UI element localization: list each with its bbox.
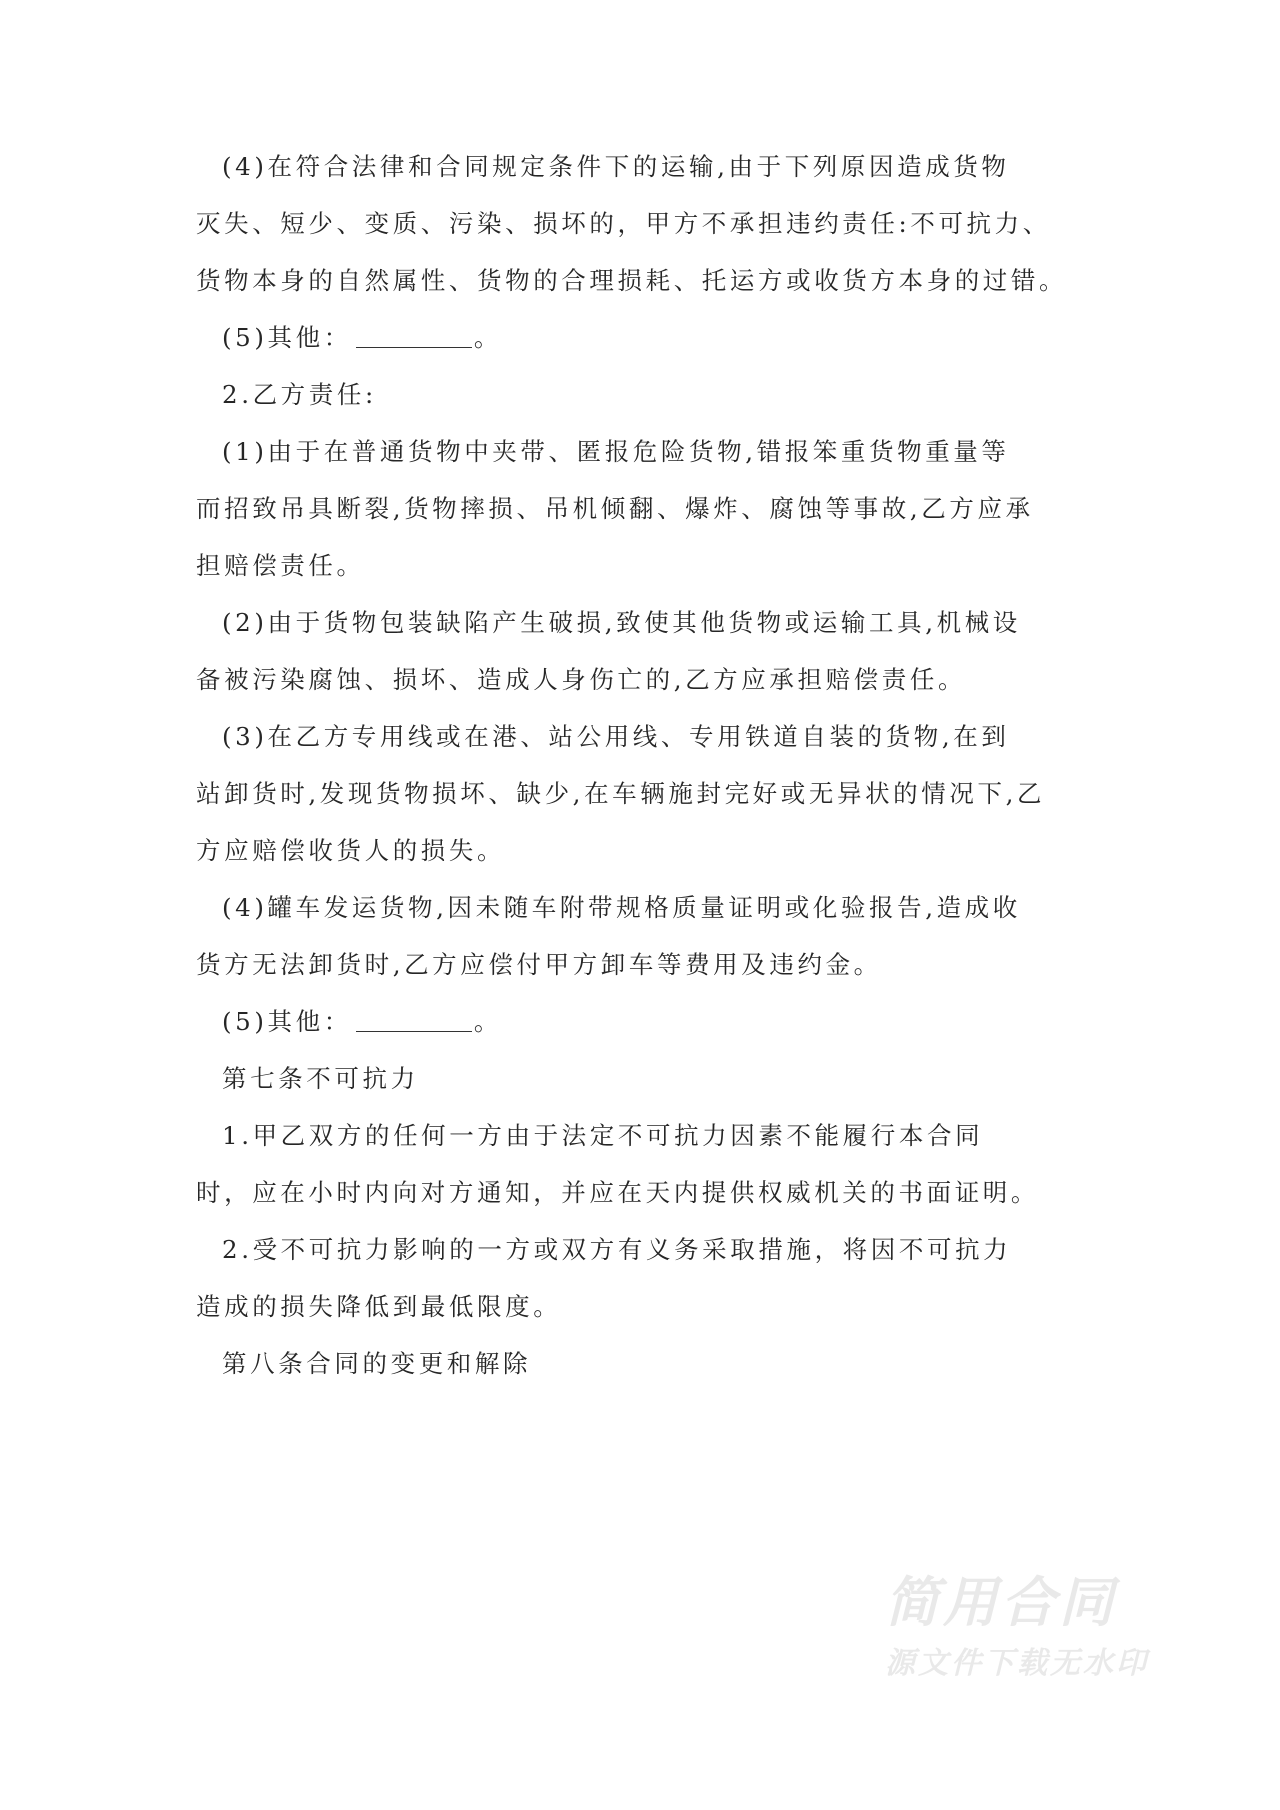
paragraph-line-party-b-item-3: (3)在乙方专用线或在港、站公用线、专用铁道自装的货物,在到	[222, 722, 1010, 751]
item-label: (5)其他：	[222, 323, 352, 352]
watermark	[885, 1572, 1215, 1684]
fill-in-blank[interactable]	[356, 1011, 472, 1032]
period-mark: 。	[473, 323, 502, 352]
paragraph-line: 方应赔偿收货人的损失。	[196, 836, 506, 865]
paragraph-line-force-majeure-2: 2.受不可抗力影响的一方或双方有义务采取措施，将因不可抗力	[222, 1235, 1012, 1264]
paragraph-line-force-majeure-1: 1.甲乙双方的任何一方由于法定不可抗力因素不能履行本合同	[222, 1121, 984, 1150]
article-heading-contract-change: 第八条合同的变更和解除	[222, 1349, 532, 1378]
paragraph-line-party-a-item-4: (4)在符合法律和合同规定条件下的运输,由于下列原因造成货物	[222, 152, 1010, 181]
fill-in-blank[interactable]	[356, 327, 472, 348]
section-heading-party-b-liability: 2.乙方责任:	[222, 380, 377, 409]
paragraph-line-party-b-item-4: (4)罐车发运货物,因未随车附带规格质量证明或化验报告,造成收	[222, 893, 1021, 922]
paragraph-line: 货方无法卸货时,乙方应偿付甲方卸车等费用及违约金。	[196, 950, 882, 979]
paragraph-line: 灭失、短少、变质、污染、损坏的，甲方不承担违约责任:不可抗力、	[196, 209, 1051, 238]
article-heading-force-majeure: 第七条不可抗力	[222, 1064, 419, 1093]
watermark-tagline: 源文件下载无水印	[885, 1646, 1149, 1681]
paragraph-line: 而招致吊具断裂,货物摔损、吊机倾翻、爆炸、腐蚀等事故,乙方应承	[196, 494, 1034, 523]
watermark-brand: 简用合同	[885, 1571, 1117, 1634]
paragraph-line-party-b-item-5	[222, 1007, 982, 1037]
paragraph-line: 时，应在小时内向对方通知，并应在天内提供权威机关的书面证明。	[196, 1178, 1039, 1207]
paragraph-line-party-b-item-1: (1)由于在普通货物中夹带、匿报危险货物,错报笨重货物重量等	[222, 437, 1010, 466]
paragraph-line: 货物本身的自然属性、货物的合理损耗、托运方或收货方本身的过错。	[196, 266, 1068, 295]
paragraph-line: 备被污染腐蚀、损坏、造成人身伤亡的,乙方应承担赔偿责任。	[196, 665, 967, 694]
paragraph-line-party-a-item-5	[222, 323, 982, 353]
paragraph-line-party-b-item-2: (2)由于货物包装缺陷产生破损,致使其他货物或运输工具,机械设	[222, 608, 1021, 637]
item-label: (5)其他：	[222, 1007, 352, 1036]
paragraph-line: 担赔偿责任。	[196, 551, 365, 580]
paragraph-line: 造成的损失降低到最低限度。	[196, 1292, 562, 1321]
period-mark: 。	[473, 1007, 502, 1036]
paragraph-line: 站卸货时,发现货物损坏、缺少,在车辆施封完好或无异状的情况下,乙	[196, 779, 1046, 808]
